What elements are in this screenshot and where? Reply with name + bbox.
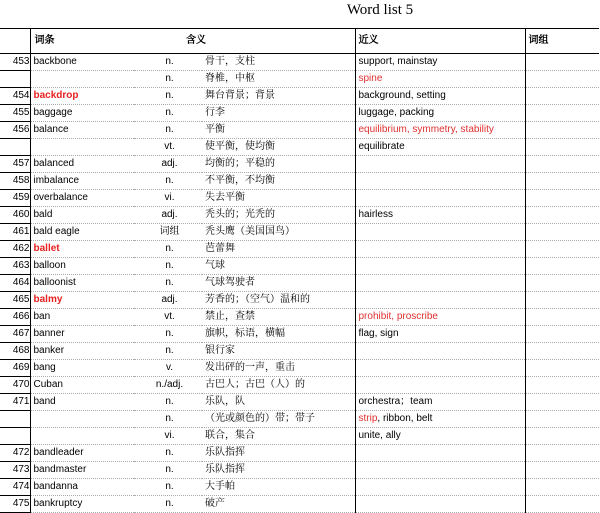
- phrase-cell: [525, 71, 599, 88]
- word-entry: [30, 428, 134, 445]
- table-row: [0, 105, 599, 122]
- synonym: [355, 479, 525, 496]
- synonym: [355, 71, 525, 88]
- word-entry: bandanna: [30, 479, 134, 496]
- row-number: 453: [0, 54, 30, 71]
- table-row: [0, 71, 599, 88]
- synonym-text: hairless: [358, 209, 393, 220]
- part-of-speech: n.: [134, 462, 202, 479]
- word-entry: ballet: [30, 241, 134, 258]
- meaning: 乐队指挥: [202, 445, 355, 462]
- phrase-cell: [525, 326, 599, 343]
- part-of-speech: v.: [134, 360, 202, 377]
- row-number: 466: [0, 309, 30, 326]
- word-entry: backdrop: [30, 88, 134, 105]
- phrase-cell: [525, 309, 599, 326]
- phrase-cell: [525, 411, 599, 428]
- meaning: 旗帜，标语，横幅: [202, 326, 355, 343]
- phrase-cell: [525, 292, 599, 309]
- meaning: 秃头的；光秃的: [202, 207, 355, 224]
- meaning: 古巴人；古巴（人）的: [202, 377, 355, 394]
- table-row: [0, 411, 599, 428]
- synonym: [355, 411, 525, 428]
- synonym: [355, 54, 525, 71]
- synonym-text: strip: [358, 413, 378, 424]
- table-row: [0, 224, 599, 241]
- word-entry: overbalance: [30, 190, 134, 207]
- phrase-cell: [525, 122, 599, 139]
- phrase-cell: [525, 139, 599, 156]
- table-row: [0, 122, 599, 139]
- table-row: [0, 292, 599, 309]
- part-of-speech: n.: [134, 326, 202, 343]
- part-of-speech: n.: [134, 394, 202, 411]
- synonym-text: equilibrate: [358, 141, 405, 152]
- row-number: 454: [0, 88, 30, 105]
- phrase-cell: [525, 479, 599, 496]
- synonym: [355, 309, 525, 326]
- phrase-cell: [525, 190, 599, 207]
- table-row: [0, 139, 599, 156]
- part-of-speech: vi.: [134, 428, 202, 445]
- row-number: 474: [0, 479, 30, 496]
- synonym: [355, 258, 525, 275]
- part-of-speech: n./adj.: [134, 377, 202, 394]
- row-number: 464: [0, 275, 30, 292]
- meaning: 芭蕾舞: [202, 241, 355, 258]
- meaning: 舞台背景；背景: [202, 88, 355, 105]
- phrase-cell: [525, 275, 599, 292]
- table-row: [0, 326, 599, 343]
- word-entry: bankruptcy: [30, 496, 134, 513]
- row-number: 457: [0, 156, 30, 173]
- word-entry: band: [30, 394, 134, 411]
- row-number: [0, 71, 30, 88]
- word-entry: banker: [30, 343, 134, 360]
- row-number: 467: [0, 326, 30, 343]
- part-of-speech: n.: [134, 54, 202, 71]
- synonym: [355, 462, 525, 479]
- word-entry: baggage: [30, 105, 134, 122]
- row-number: [0, 428, 30, 445]
- row-number: 463: [0, 258, 30, 275]
- word-entry: imbalance: [30, 173, 134, 190]
- table-row: [0, 479, 599, 496]
- word-entry: banner: [30, 326, 134, 343]
- row-number: 460: [0, 207, 30, 224]
- synonym-header: 近义: [355, 29, 525, 54]
- word-entry: balloonist: [30, 275, 134, 292]
- meaning: 银行家: [202, 343, 355, 360]
- synonym-text: luggage, packing: [358, 107, 435, 118]
- row-number: 462: [0, 241, 30, 258]
- meaning: 骨干，支柱: [202, 54, 355, 71]
- row-number: 468: [0, 343, 30, 360]
- table-row: [0, 343, 599, 360]
- part-of-speech: n.: [134, 275, 202, 292]
- word-entry: ban: [30, 309, 134, 326]
- part-of-speech: n.: [134, 71, 202, 88]
- synonym: [355, 275, 525, 292]
- row-number: 475: [0, 496, 30, 513]
- word-entry: bandleader: [30, 445, 134, 462]
- part-of-speech: n.: [134, 105, 202, 122]
- synonym-text: prohibit, proscribe: [358, 311, 438, 322]
- word-entry: bald: [30, 207, 134, 224]
- synonym: [355, 377, 525, 394]
- meaning: 芳香的；（空气）温和的: [202, 292, 355, 309]
- synonym-text: orchestra；team: [358, 396, 433, 407]
- phrase-cell: [525, 496, 599, 513]
- word-entry: balloon: [30, 258, 134, 275]
- synonym: [355, 139, 525, 156]
- table-row: [0, 445, 599, 462]
- meaning: 乐队指挥: [202, 462, 355, 479]
- meaning: 秃头鹰（美国国鸟）: [202, 224, 355, 241]
- synonym: [355, 241, 525, 258]
- phrase-cell: [525, 88, 599, 105]
- word-entry: balanced: [30, 156, 134, 173]
- row-number: 469: [0, 360, 30, 377]
- phrase-cell: [525, 343, 599, 360]
- part-of-speech: n.: [134, 88, 202, 105]
- synonym: [355, 428, 525, 445]
- synonym-text-extra: , ribbon, belt: [377, 413, 433, 424]
- synonym: [355, 326, 525, 343]
- row-number: 455: [0, 105, 30, 122]
- part-of-speech: n.: [134, 479, 202, 496]
- part-of-speech: n.: [134, 496, 202, 513]
- row-number: 456: [0, 122, 30, 139]
- part-of-speech: adj.: [134, 207, 202, 224]
- synonym-text: equilibrium, symmetry, stability: [358, 124, 494, 135]
- phrase-cell: [525, 258, 599, 275]
- meaning: 行李: [202, 105, 355, 122]
- synonym-text: unite, ally: [358, 430, 401, 441]
- phrase-cell: [525, 105, 599, 122]
- row-number: 471: [0, 394, 30, 411]
- phrase-cell: [525, 224, 599, 241]
- phrase-cell: [525, 173, 599, 190]
- row-number: 465: [0, 292, 30, 309]
- word-entry: bandmaster: [30, 462, 134, 479]
- table-row: [0, 360, 599, 377]
- part-of-speech: vt.: [134, 309, 202, 326]
- meaning: 联合，集合: [202, 428, 355, 445]
- synonym: [355, 190, 525, 207]
- word-entry: [30, 139, 134, 156]
- phrase-cell: [525, 394, 599, 411]
- synonym-text: flag, sign: [358, 328, 399, 339]
- meaning: 气球: [202, 258, 355, 275]
- table-row: [0, 54, 599, 71]
- part-of-speech: n.: [134, 122, 202, 139]
- synonym: [355, 88, 525, 105]
- phrase-header: 词组: [525, 29, 599, 54]
- meaning: 均衡的；平稳的: [202, 156, 355, 173]
- table-row: [0, 309, 599, 326]
- part-of-speech: n.: [134, 445, 202, 462]
- synonym: [355, 173, 525, 190]
- word-entry: bald eagle: [30, 224, 134, 241]
- phrase-cell: [525, 207, 599, 224]
- word-entry: balance: [30, 122, 134, 139]
- word-entry: bang: [30, 360, 134, 377]
- table-row: [0, 377, 599, 394]
- meaning: 失去平衡: [202, 190, 355, 207]
- meaning: 不平衡，不均衡: [202, 173, 355, 190]
- synonym: [355, 445, 525, 462]
- row-number: 472: [0, 445, 30, 462]
- phrase-cell: [525, 462, 599, 479]
- synonym: [355, 360, 525, 377]
- synonym: [355, 394, 525, 411]
- meaning: 禁止，查禁: [202, 309, 355, 326]
- word-entry: [30, 411, 134, 428]
- meaning-header: 含义: [134, 29, 355, 54]
- row-number: [0, 411, 30, 428]
- meaning: 使平衡，使均衡: [202, 139, 355, 156]
- phrase-cell: [525, 54, 599, 71]
- part-of-speech: n.: [134, 258, 202, 275]
- meaning: 气球驾驶者: [202, 275, 355, 292]
- table-row: [0, 207, 599, 224]
- part-of-speech: adj.: [134, 156, 202, 173]
- table-row: [0, 156, 599, 173]
- table-header-row: [0, 29, 599, 54]
- synonym: [355, 496, 525, 513]
- synonym: [355, 207, 525, 224]
- synonym: [355, 292, 525, 309]
- word-entry: backbone: [30, 54, 134, 71]
- row-number: [0, 139, 30, 156]
- synonym: [355, 122, 525, 139]
- table-row: [0, 258, 599, 275]
- part-of-speech: n.: [134, 173, 202, 190]
- meaning: 脊椎，中枢: [202, 71, 355, 88]
- number-header: [0, 29, 30, 54]
- phrase-cell: [525, 445, 599, 462]
- synonym: [355, 224, 525, 241]
- meaning: 破产: [202, 496, 355, 513]
- row-number: 473: [0, 462, 30, 479]
- table-row: [0, 275, 599, 292]
- part-of-speech: adj.: [134, 292, 202, 309]
- row-number: 470: [0, 377, 30, 394]
- synonym: [355, 343, 525, 360]
- word-entry: balmy: [30, 292, 134, 309]
- phrase-cell: [525, 360, 599, 377]
- table-row: [0, 173, 599, 190]
- table-row: [0, 394, 599, 411]
- table-row: [0, 428, 599, 445]
- part-of-speech: vi.: [134, 190, 202, 207]
- table-row: [0, 462, 599, 479]
- entry-header: 词条: [30, 29, 134, 54]
- phrase-cell: [525, 377, 599, 394]
- meaning: 乐队，队: [202, 394, 355, 411]
- phrase-cell: [525, 156, 599, 173]
- synonym-text: support, mainstay: [358, 56, 438, 67]
- table-row: [0, 241, 599, 258]
- page-title: Word list 5: [346, 2, 414, 18]
- synonym-text: background, setting: [358, 90, 446, 101]
- part-of-speech: 词组: [134, 224, 202, 241]
- table-row: [0, 88, 599, 105]
- word-entry: Cuban: [30, 377, 134, 394]
- synonym: [355, 156, 525, 173]
- part-of-speech: n.: [134, 241, 202, 258]
- row-number: 458: [0, 173, 30, 190]
- part-of-speech: vt.: [134, 139, 202, 156]
- synonym: [355, 105, 525, 122]
- synonym-text: spine: [358, 73, 383, 84]
- word-entry: [30, 71, 134, 88]
- row-number: 461: [0, 224, 30, 241]
- meaning: 平衡: [202, 122, 355, 139]
- word-table: [0, 28, 599, 513]
- row-number: 459: [0, 190, 30, 207]
- table-row: [0, 496, 599, 513]
- meaning: 大手帕: [202, 479, 355, 496]
- phrase-cell: [525, 241, 599, 258]
- meaning: （光或颜色的）带；带子: [202, 411, 355, 428]
- part-of-speech: n.: [134, 411, 202, 428]
- table-row: [0, 190, 599, 207]
- meaning: 发出砰的一声，重击: [202, 360, 355, 377]
- part-of-speech: n.: [134, 343, 202, 360]
- phrase-cell: [525, 428, 599, 445]
